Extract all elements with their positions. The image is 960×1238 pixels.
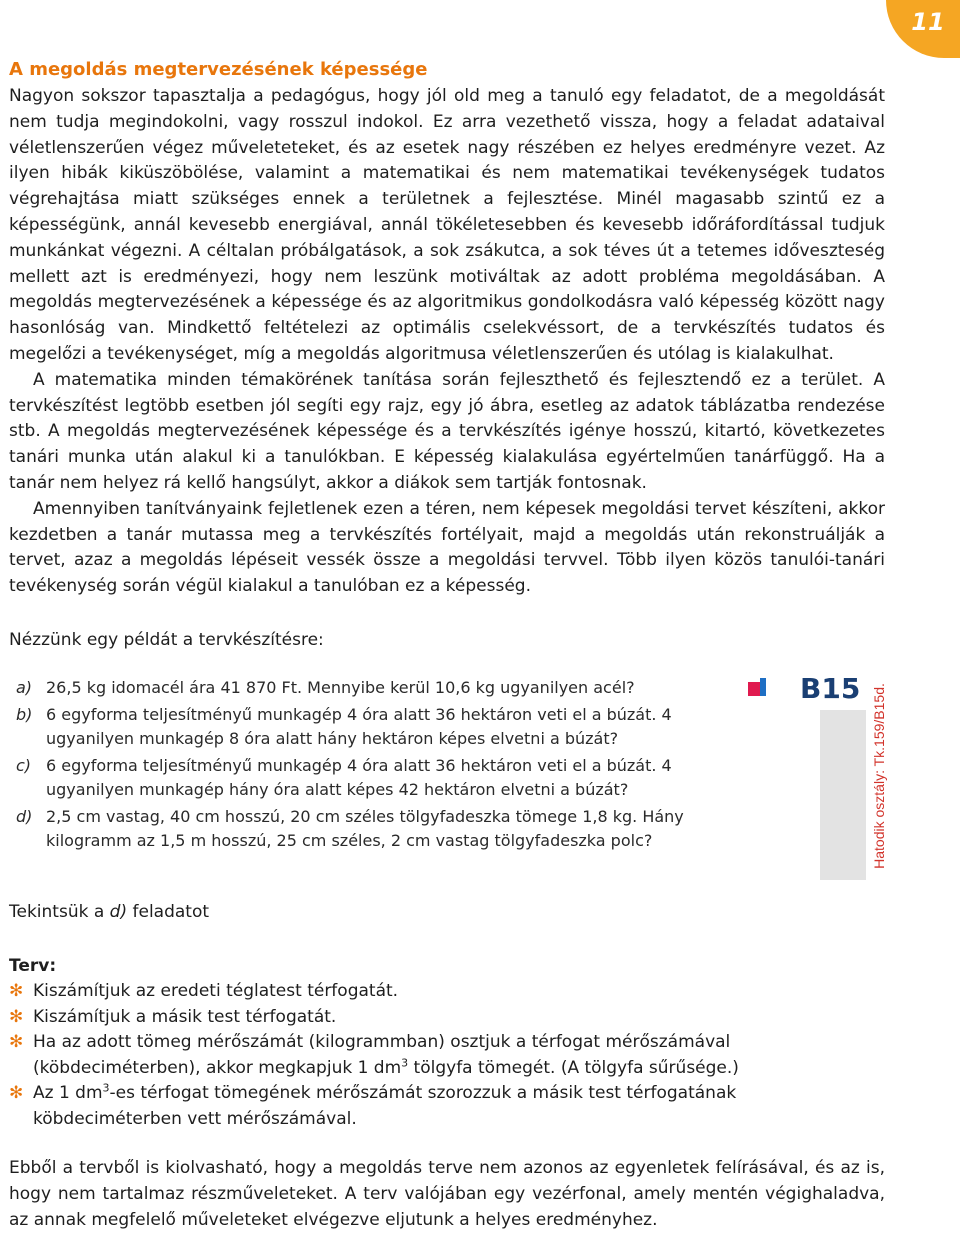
plan-step-text: Kiszámítjuk az eredeti téglatest térfogatát. [33, 981, 399, 1001]
side-label-text: Hatodik osztály: Tk.159/B15d. [871, 683, 888, 869]
plan-step [9, 1005, 885, 1031]
plan-step [9, 979, 885, 1005]
plan-step-text: -es térfogat tömegének mérőszámát szorozzuk a másik test térfogatának köbdeciméterben vett mérőszámával. [33, 1083, 737, 1129]
example-lead: Nézzünk egy példát a tervkészítésre: [9, 629, 324, 650]
conclusion-section [9, 1156, 885, 1233]
plan-step-text: tölgyfa tömegét. (A tölgyfa sűrűsége.) [408, 1057, 739, 1078]
side-label [868, 676, 890, 876]
plan-step-text: Az 1 dm [33, 1083, 103, 1103]
exercise-box [0, 670, 960, 880]
plan-section [9, 954, 885, 1132]
badge-label: B15 [800, 672, 861, 705]
b15-badge [748, 672, 868, 712]
asterisk-bullet-icon: ✻ [9, 1083, 24, 1103]
asterisk-bullet-icon: ✻ [9, 1032, 24, 1052]
exercise-text: 6 egyforma teljesítményű munkagép 4 óra alatt 36 hektáron veti el a búzát. 4 ugyanilyen munkagép hány óra alatt képes 42 hektáron elvetni a búzát? [46, 756, 672, 799]
exercise-item [16, 703, 736, 751]
paragraph-1: Nagyon sokszor tapasztalja a pedagógus, hogy jól old meg a tanuló egy feladatot, de a megoldását nem tudja megindokolni, vagy rosszul indokol. Ez arra vezethető vissza, hogy a feladat adataival véletlenszerűen végez műveleteteket, és az esetek nagy részében ez helyes eredményre vezet. Az ilyen hibák kiküszöbölése, valamint a matematikai és nem matematikai tevékenységek tudatos végrehajtása miatt szükséges ennek a területnek a fejlesztése. Minél magasabb szintű ez a képességünk, annál kevesebb energiával, annál tökéletesebben és kevesebb időráfordítással tudjuk munkánkat végezni. A céltalan próbálgatások, a sok zsákutca, a sok téves út a tetemes időveszteség mellett azt is eredményezi, hogy nem leszünk motiváltak az adott probléma megoldásában. A megoldás megtervezésének a képessége és az algoritmikus gondolkodásra való képesség között nagy hasonlóság van. Mindkettő feltételezi az optimális cselekvéssort, de a tervkészítés tudatos és megelőzi a tevékenységet, míg a megoldás algoritmusa véletlenszerűen és utólag is kialakulhat. [9, 86, 885, 364]
exercise-item [16, 754, 736, 802]
asterisk-bullet-icon: ✻ [9, 1006, 24, 1027]
plan-step-text: Ha az adott tömeg mérőszámát (kilogrammban) osztjuk a térfogat mérőszámával (köbdeciméterben), akkor megkapjuk 1 dm [33, 1032, 731, 1078]
plan-title: Terv: [9, 956, 57, 976]
superscript: 3 [401, 1055, 409, 1069]
section-heading: A megoldás megtervezésének képessége [9, 59, 428, 80]
page-number: 11 [886, 0, 960, 58]
plan-step-text: Kiszámítjuk a másik test térfogatát. [33, 1006, 337, 1027]
exercise-label: b) [16, 705, 33, 724]
exercise-list [16, 676, 736, 856]
paragraph-2: A matematika minden témakörének tanítása során fejleszthető és fejlesztendő ez a terület. A tervkészítést legtöbb esetben jól segíti egy rajz, egy jó ábra, esetleg az adatok táblázatba rendezése stb. A megoldás megtervezésének képessége és a tervkészítés igénye hosszú, kitartó, következetes tanári munka után alakul ki a tanulókban. E képesség kialakulása egyértelműen tanárfüggő. Ha a tanár nem helyez rá kellő hangsúlyt, akkor a diákok sem tartják fontosnak. [9, 369, 885, 493]
conclusion-paragraph: Ebből a tervből is kiolvasható, hogy a megoldás terve nem azonos az egyenletek felírásával, és az is, hogy nem tartalmaz részműveleteket. A terv valójában egy vezérfonal, amely mentén végighaladva, az annak megfelelő műveleteket elvégezve eljutunk a helyes eredményhez. [9, 1158, 885, 1230]
plan-step [9, 1081, 885, 1132]
exercise-text: 2,5 cm vastag, 40 cm hosszú, 20 cm széles tölgyfadeszka tömege 1,8 kg. Hány kilogramm az 1,5 m hosszú, 25 cm széles, 2 cm vastag tölgyfadeszka polc? [46, 807, 684, 850]
main-text [9, 57, 885, 654]
exercise-text: 6 egyforma teljesítményű munkagép 4 óra alatt 36 hektáron veti el a búzát. 4 ugyanilyen munkagép 8 óra alatt hány hektáron képes elvetni a búzát? [46, 705, 672, 748]
badge-side-strip [820, 710, 866, 880]
exercise-item [16, 805, 736, 853]
exercise-text: 26,5 kg idomacél ára 41 870 Ft. Mennyibe kerül 10,6 kg ugyanilyen acél? [46, 678, 635, 697]
badge-bar-icon [760, 678, 766, 696]
consider-suffix: feladatot [127, 902, 210, 922]
asterisk-bullet-icon: ✻ [9, 981, 24, 1001]
consider-task: d) [109, 902, 128, 922]
exercise-item [16, 676, 736, 700]
badge-square-icon [748, 682, 760, 696]
exercise-label: a) [16, 678, 33, 697]
consider-line [9, 900, 885, 926]
consider-prefix: Tekintsük a [9, 902, 110, 922]
exercise-label: c) [16, 756, 32, 775]
exercise-label: d) [16, 807, 33, 826]
plan-step [9, 1030, 885, 1081]
paragraph-3: Amennyiben tanítványaink fejletlenek ezen a téren, nem képesek megoldási tervet készíteni, akkor kezdetben a tanár mutassa meg a tervkészítés fortélyait, majd a megoldás után rekonstruálják a tervet, azaz a megoldás lépéseit vessék össze a megoldási tervvel. Több ilyen közös tanulói-tanári tevékenység során végül kialakul a tanulóban ez a képesség. [9, 498, 885, 597]
superscript: 3 [102, 1081, 110, 1095]
